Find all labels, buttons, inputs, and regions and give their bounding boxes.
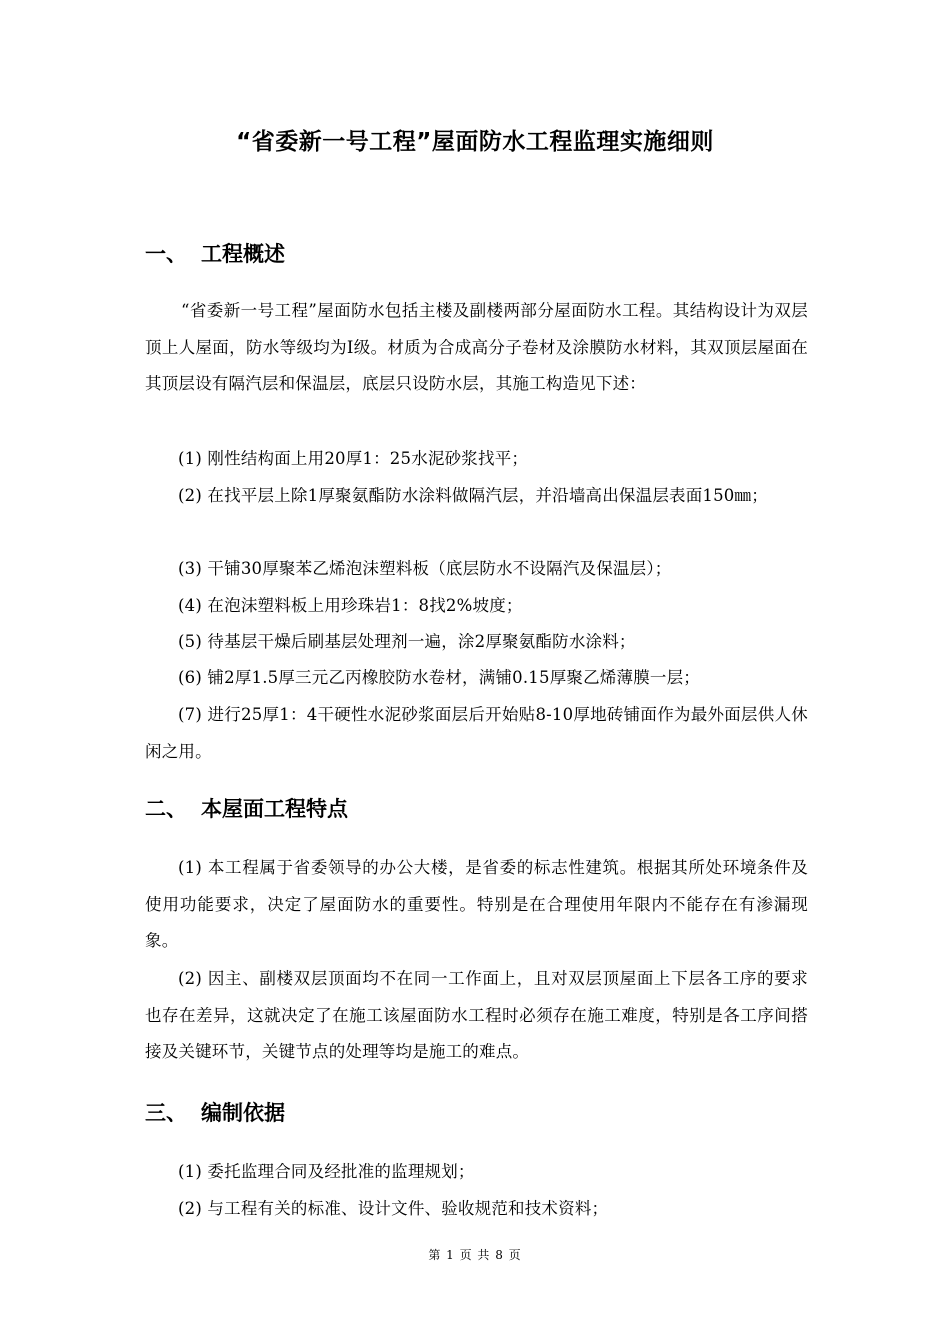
list-item: (6) 铺2厚1.5厚三元乙丙橡胶防水卷材，满铺0.15厚聚乙烯薄膜一层； <box>178 668 700 687</box>
list-item: (5) 待基层干燥后刷基层处理剂一遍，涂2厚聚氨酯防水涂料； <box>178 632 636 651</box>
section-number: 二、 <box>145 797 187 821</box>
section-title: 工程概述 <box>201 242 285 266</box>
page-footer: 第 1 页 共 8 页 <box>428 1248 522 1262</box>
list-item: (4) 在泡沫塑料板上用珍珠岩1：8找2%坡度； <box>178 596 523 615</box>
list-item: (7) 进行25厚1：4干硬性水泥砂浆面层后开始贴8-10厚地砖铺面作为最外面层供人休闲之用。 <box>145 705 808 761</box>
paragraph: “省委新一号工程”屋面防水包括主楼及副楼两部分屋面防水工程。其结构设计为双层顶上人屋面，防水等级均为Ⅰ级。材质为合成高分子卷材及涂膜防水材料，其双顶层屋面在其顶层设有隔汽层和保温层，底层只设防水层，其施工构造见下述： <box>145 301 808 393</box>
section-heading-3 <box>145 1097 285 1129</box>
section-title: 编制依据 <box>201 1101 285 1125</box>
section-heading-1 <box>145 238 285 270</box>
list-item: (1) 刚性结构面上用20厚1：25水泥砂浆找平； <box>178 449 529 468</box>
list-item: (2) 因主、副楼双层顶面均不在同一工作面上，且对双层顶屋面上下层各工序的要求也存在差异，这就决定了在施工该屋面防水工程时必须存在施工难度，特别是各工序间搭接及关键环节，关键节点的处理等均是施工的难点。 <box>145 969 808 1061</box>
section-number: 三、 <box>145 1101 187 1125</box>
section-heading-2 <box>145 793 348 825</box>
document-title: “省委新一号工程”屋面防水工程监理实施细则 <box>236 129 714 155</box>
section-1-intro-block <box>145 293 808 403</box>
list-item: (1) 本工程属于省委领导的办公大楼，是省委的标志性建筑。根据其所处环境条件及使用功能要求，决定了屋面防水的重要性。特别是在合理使用年限内不能存在有渗漏现象。 <box>145 858 808 950</box>
list-item: (1) 委托监理合同及经批准的监理规划； <box>178 1162 475 1181</box>
section-title: 本屋面工程特点 <box>201 797 348 821</box>
list-item: (2) 在找平层上除1厚聚氨酯防水涂料做隔汽层，并沿墙高出保温层表面150㎜； <box>178 486 768 505</box>
list-item: (2) 与工程有关的标准、设计文件、验收规范和技术资料； <box>178 1199 609 1218</box>
list-item: (3) 干铺30厚聚苯乙烯泡沫塑料板（底层防水不设隔汽及保温层）； <box>178 559 672 578</box>
section-number: 一、 <box>145 242 187 266</box>
